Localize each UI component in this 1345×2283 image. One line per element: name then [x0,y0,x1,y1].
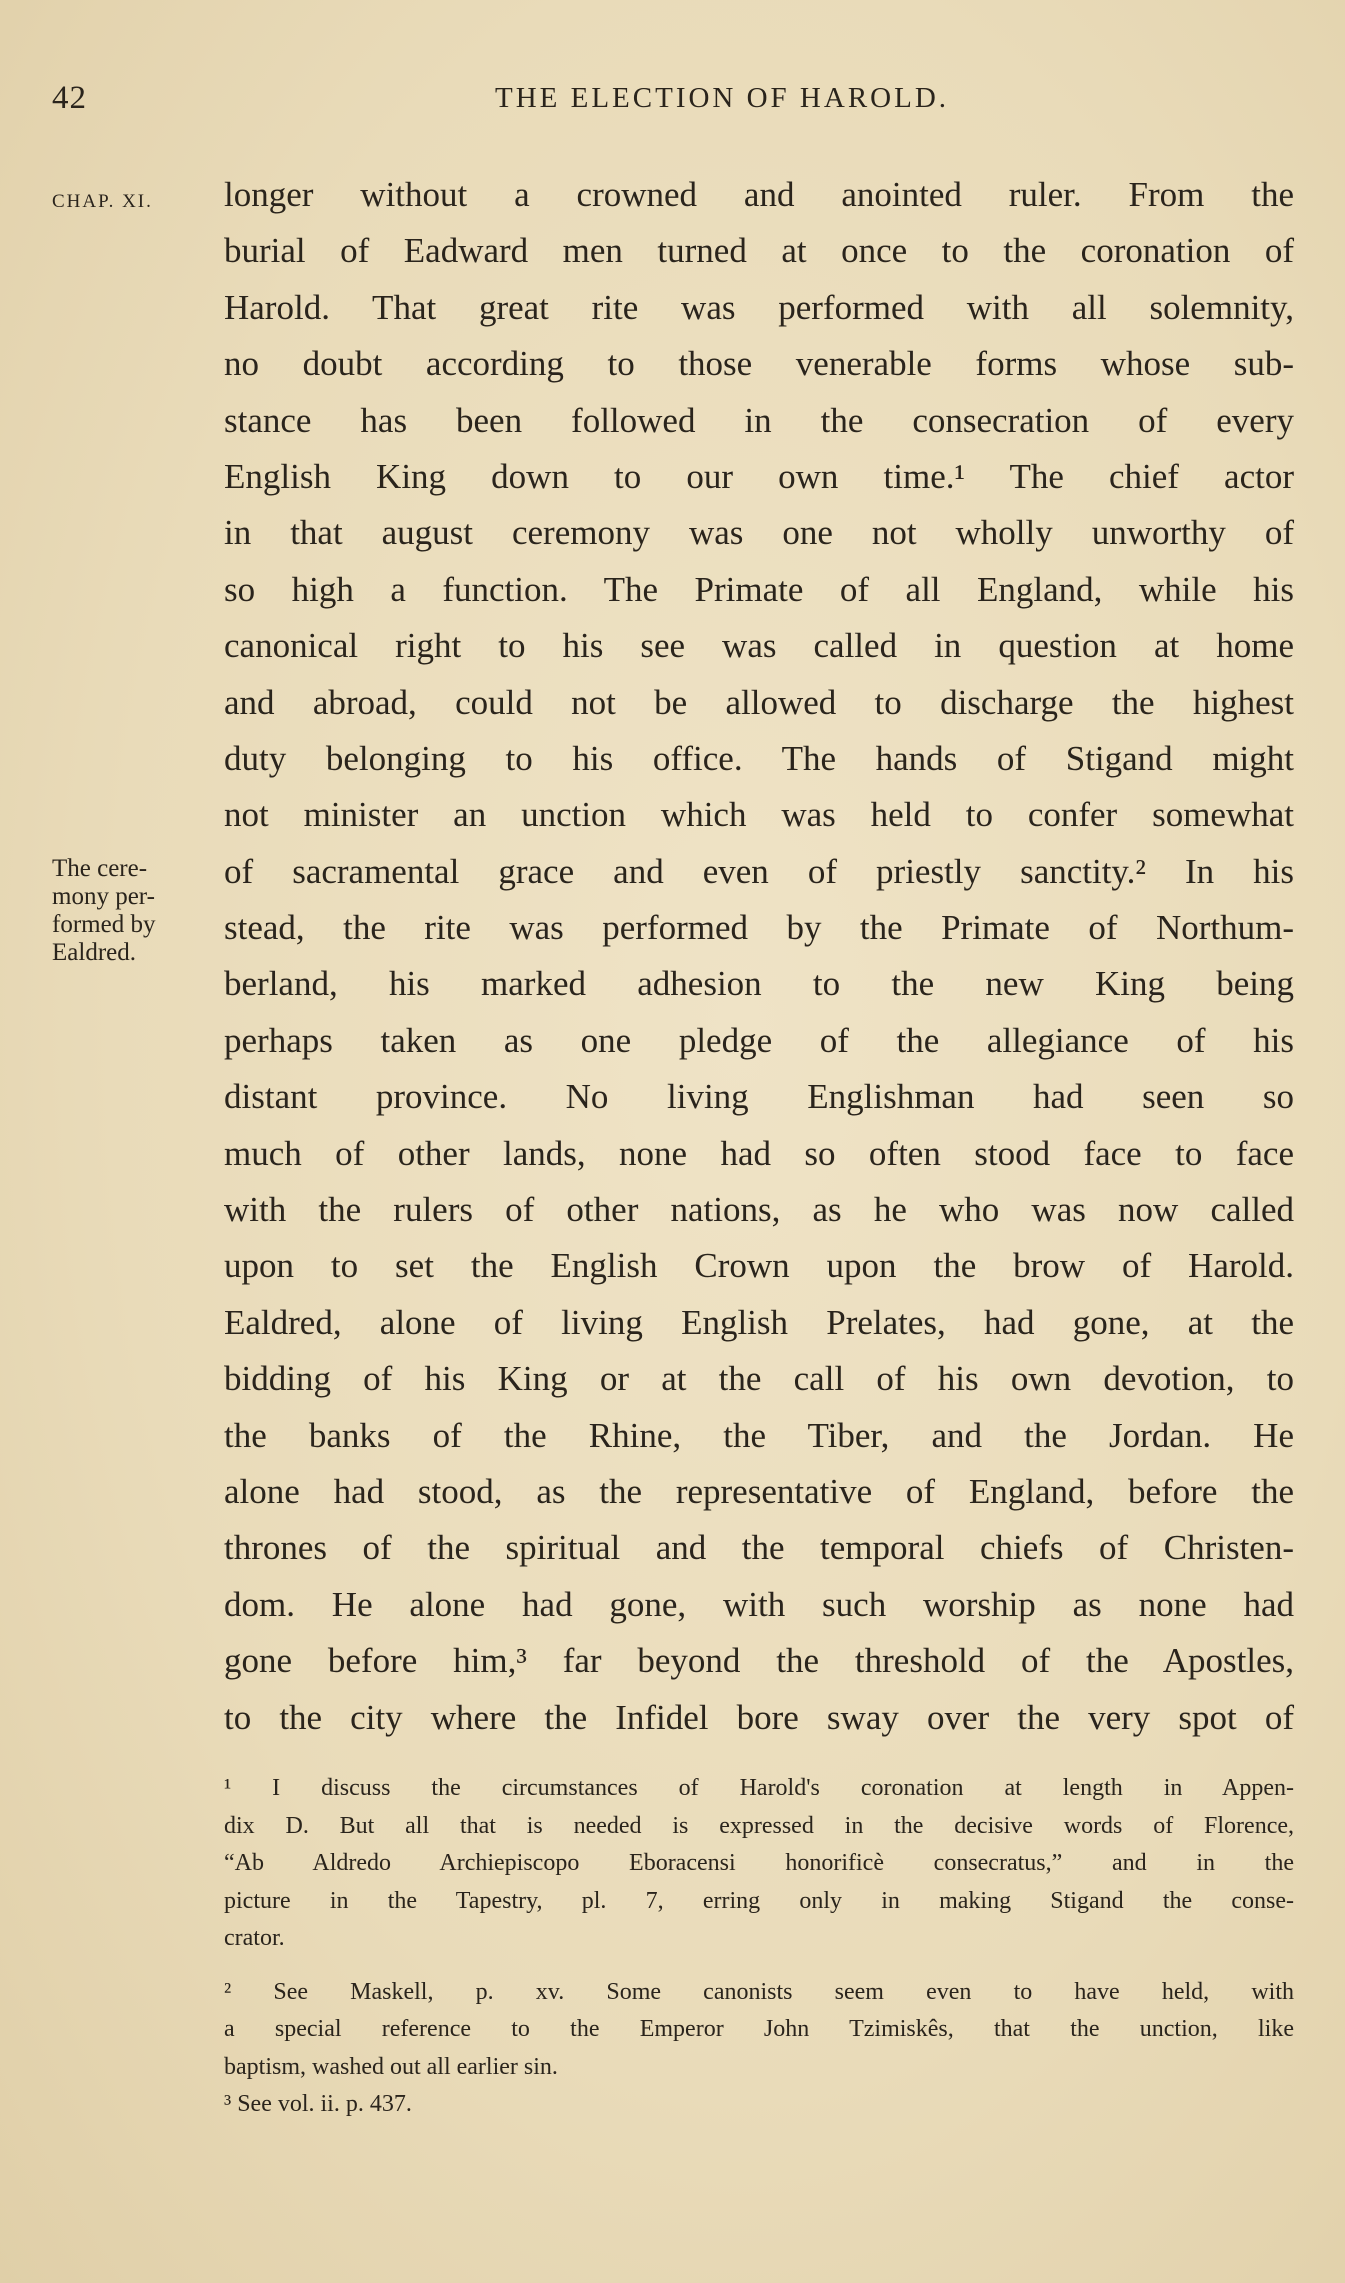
body-line: with the rulers of other nations, as he who was now called [224,1190,1294,1230]
body-line: distant province. No living Englishman had seen so [224,1077,1294,1117]
body-line: stead, the rite was performed by the Primate of Northum- [224,908,1294,948]
margin-note [52,855,202,967]
body-line: gone before him,³ far beyond the threshold of the Apostles, [224,1641,1294,1681]
body-line: of sacramental grace and even of priestly sanctity.² In his [224,851,1294,891]
margin-note-line: The cere- [52,855,148,882]
page-number: 42 [52,80,87,116]
margin-note-line: formed by [52,911,156,938]
footnote-1 [224,1770,1294,1958]
body-line: alone had stood, as the representative of England, before the [224,1471,1294,1511]
body-line: the banks of the Rhine, the Tiber, and the Jordan. He [224,1415,1294,1455]
running-head [0,80,1345,124]
footnote-spacer [224,1958,1294,1974]
footnotes [224,1770,1294,2124]
footnote-line: baptism, washed out all earlier sin. [224,2053,558,2080]
chapter-label: CHAP. XI. [52,191,153,212]
body-line: not minister an unction which was held to confer somewhat [224,795,1294,835]
footnote-line: ² See Maskell, p. xv. Some canonists seem even to have held, with [224,1978,1294,2005]
running-title: THE ELECTION OF HAROLD. [495,82,950,114]
body-line: in that august ceremony was one not wholly unworthy of [224,513,1294,553]
body-line: thrones of the spiritual and the temporal chiefs of Christen- [224,1528,1294,1568]
footnote-line: crator. [224,1925,285,1951]
footnote-2 [224,1974,1294,2087]
footnote-line: picture in the Tapestry, pl. 7, erring only in making Stigand the conse- [224,1887,1294,1914]
footnote-3 [224,2086,1294,2124]
body-line: no doubt according to those venerable forms whose sub- [224,344,1294,384]
body-line: Ealdred, alone of living English Prelates, had gone, at the [224,1302,1294,1342]
body-line: canonical right to his see was called in question at home [224,626,1294,666]
body-line: dom. He alone had gone, with such worship as none had [224,1584,1294,1624]
body-line: perhaps taken as one pledge of the allegiance of his [224,1020,1294,1060]
body-line: upon to set the English Crown upon the brow of Harold. [224,1246,1294,1286]
body-line: longer without a crowned and anointed ruler. From the [224,175,1294,214]
body-line: berland, his marked adhesion to the new King being [224,964,1294,1004]
margin-note-line: Ealdred. [52,939,136,966]
footnote-line: ¹ I discuss the circumstances of Harold's coronation at length in Appen- [224,1775,1294,1801]
footnote-line: “Ab Aldredo Archiepiscopo Eboracensi honorificè consecratus,” and in the [224,1850,1294,1876]
body-text [224,167,1294,1746]
body-line: bidding of his King or at the call of his own devotion, to [224,1359,1294,1399]
body-line: stance has been followed in the consecration of every [224,400,1294,440]
body-line: to the city where the Infidel bore sway over the very spot of [224,1697,1294,1737]
body-line: English King down to our own time.¹ The chief actor [224,456,1294,496]
body-line: burial of Eadward men turned at once to the coronation of [224,231,1294,271]
body-line: Harold. That great rite was performed with all solemnity, [224,287,1294,327]
footnote-line: a special reference to the Emperor John Tzimiskês, that the unction, like [224,2016,1294,2042]
margin-note-line: mony per- [52,883,155,910]
body-line: so high a function. The Primate of all England, while his [224,569,1294,609]
body-line: duty belonging to his office. The hands of Stigand might [224,738,1294,778]
footnote-line: ³ See vol. ii. p. 437. [224,2091,412,2117]
body-line: much of other lands, none had so often stood face to face [224,1133,1294,1173]
body-line: and abroad, could not be allowed to discharge the highest [224,682,1294,722]
footnote-line: dix D. But all that is needed is expressed in the decisive words of Florence, [224,1812,1294,1839]
